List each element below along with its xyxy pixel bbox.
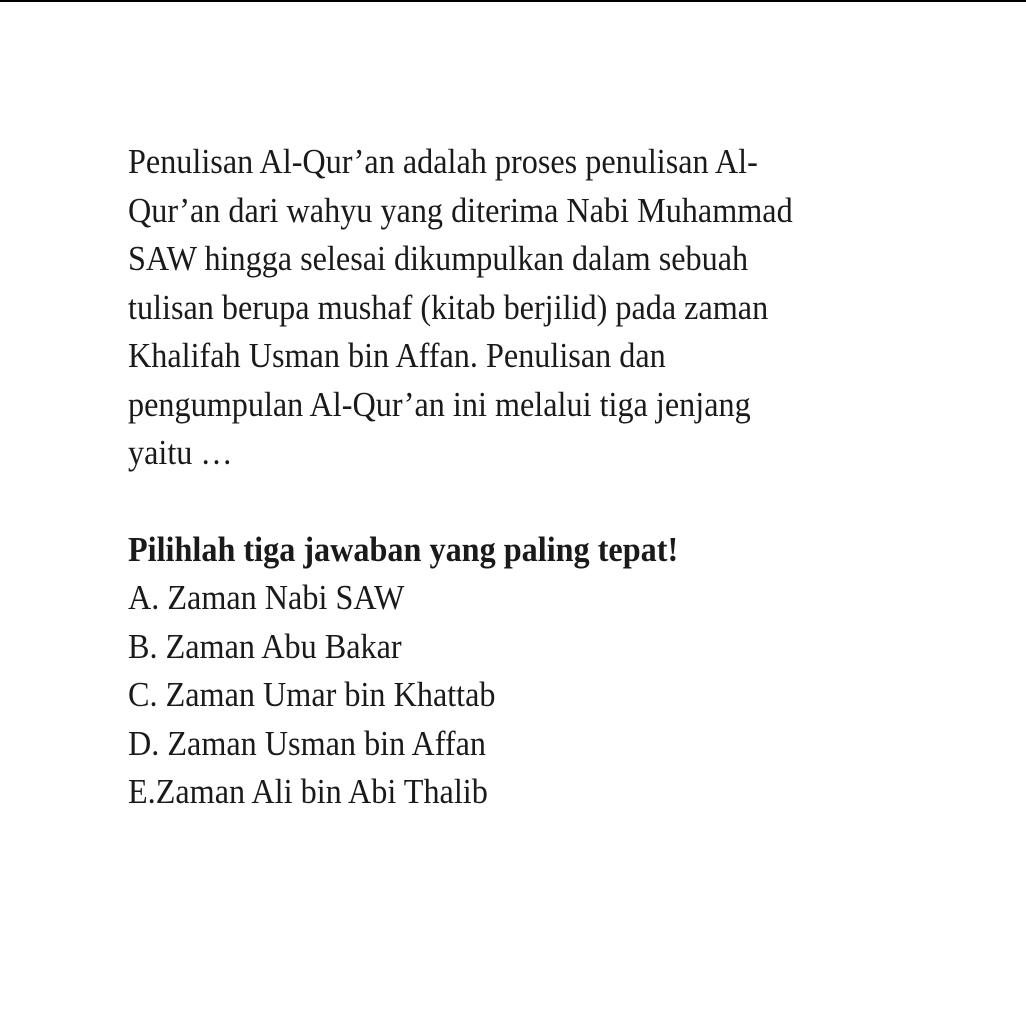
- question-line: Khalifah Usman bin Affan. Penulisan dan: [128, 336, 666, 375]
- top-border-line: [0, 0, 1026, 2]
- option-b: B. Zaman Abu Bakar: [128, 626, 402, 666]
- option-d: D. Zaman Usman bin Affan: [128, 723, 487, 763]
- question-text: [128, 138, 1008, 478]
- question-line: Qur’an dari wahyu yang diterima Nabi Muhammad: [128, 190, 793, 230]
- question-line: tulisan berupa mushaf (kitab berjilid) pada zaman: [128, 287, 769, 327]
- question-document: [128, 138, 1008, 817]
- option-e: E.Zaman Ali bin Abi Thalib: [128, 772, 488, 811]
- option-a: A. Zaman Nabi SAW: [128, 578, 405, 617]
- question-line: SAW hingga selesai dikumpulkan dalam sebuah: [128, 239, 749, 278]
- question-line: yaitu …: [128, 433, 233, 472]
- question-line: Penulisan Al-Qur’an adalah proses penulisan Al-: [128, 142, 758, 181]
- instruction-text: Pilihlah tiga jawaban yang paling tepat!: [128, 529, 679, 569]
- option-c: C. Zaman Umar bin Khattab: [128, 675, 496, 714]
- question-line: pengumpulan Al-Qur’an ini melalui tiga jenjang: [128, 384, 751, 424]
- answer-options: [128, 574, 1008, 817]
